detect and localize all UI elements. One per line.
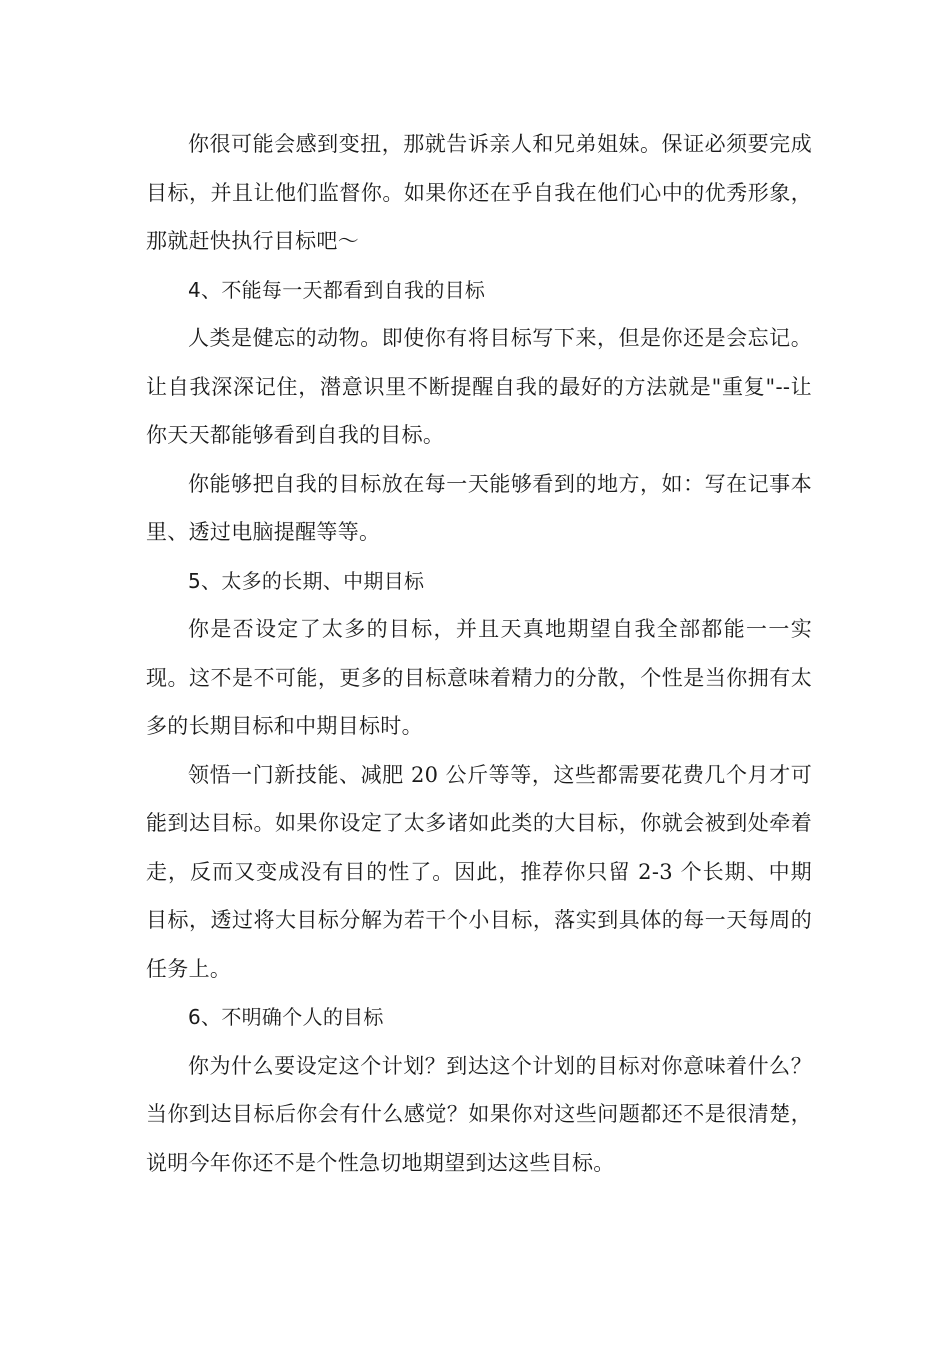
paragraph-too-many-goals: 你是否设定了太多的目标，并且天真地期望自我全部都能一一实现。这不是不可能，更多的目标意味着精力的分散，个性是当你拥有太多的长期目标和中期目标时。: [146, 617, 812, 738]
paragraph-learn-new-skill: 领悟一门新技能、减肥 20 公斤等等，这些都需要花费几个月才可能到达目标。如果你设定了太多诸如此类的大目标，你就会被到处牵着走，反而又变成没有目的性了。因此，推荐你只留 2-3 个长期、中期目标，透过将大目标分解为若干个小目标，落实到具体的每一天每周的任务上。: [146, 762, 812, 981]
heading-5-too-many-goals: 5、太多的长期、中期目标: [188, 568, 425, 593]
paragraph-put-goals-visible: 你能够把自我的目标放在每一天能够看到的地方，如：写在记事本里、透过电脑提醒等等。: [146, 471, 812, 544]
paragraph-humans-forgetful: 人类是健忘的动物。即使你有将目标写下来，但是你还是会忘记。让自我深深记住，潜意识里不断提醒自我的最好的方法就是"重复"--让你天天都能够看到自我的目标。: [146, 326, 812, 447]
heading-6-unclear-goals: 6、不明确个人的目标: [188, 1005, 384, 1029]
heading-4-not-seeing-goals-daily: 4、不能每一天都看到自我的目标: [188, 277, 486, 302]
document-body: [146, 120, 812, 1187]
paragraph-why-set-plan: 你为什么要设定这个计划？到达这个计划的目标对你意味着什么？当你到达目标后你会有什么感觉？如果你对这些问题都还不是很清楚，说明今年你还不是个性急切地期望到达这些目标。: [146, 1053, 812, 1175]
paragraph-tell-family: 你很可能会感到变扭，那就告诉亲人和兄弟姐妹。保证必须要完成目标，并且让他们监督你。如果你还在乎自我在他们心中的优秀形象，那就赶快执行目标吧～: [146, 132, 812, 253]
